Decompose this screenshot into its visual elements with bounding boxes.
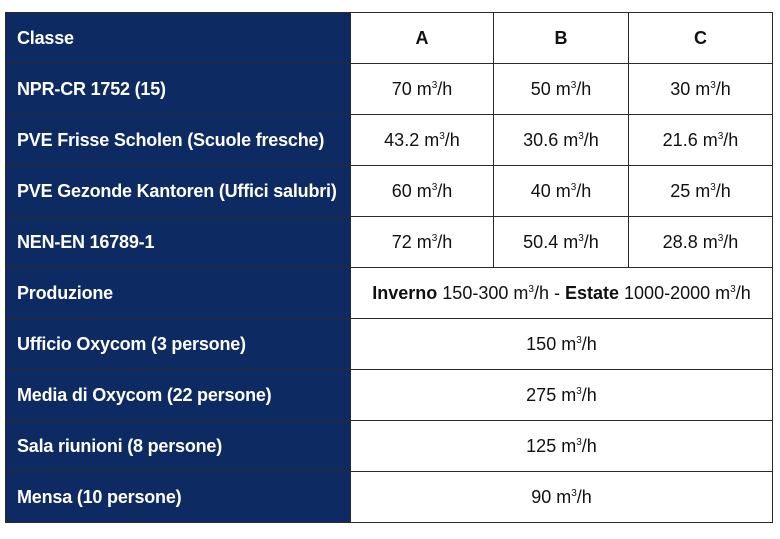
unit: $m^3/h$ [555,78,592,99]
unit: $m^3/h$ [563,129,599,150]
value-number: 43.2 [384,129,420,150]
unit: $m^3/h$ [695,78,731,99]
value-number: 150 [526,333,557,354]
unit: $m^3/h$ [715,282,751,303]
row-label: NPR-CR 1752 (15) [6,64,351,115]
unit: $m^3/h$ [561,333,597,354]
table-row [6,472,773,523]
cell-b [494,64,629,115]
value-number: 90 [531,486,552,507]
cell-value [351,319,773,370]
header-label: Classe [6,13,351,64]
value-number: 72 [391,231,412,252]
unit: $m^3/h$ [416,78,453,99]
cell-c [629,166,773,217]
unit: $m^3/h$ [702,129,739,150]
production-value: Inverno 150-300 $m^3/h$ - Estate 1000-2000 $m^3/h$ [351,268,773,319]
unit: $m^3/h$ [416,180,453,201]
unit: $m^3/h$ [556,486,592,507]
cell-a [351,64,494,115]
value-number: 28.8 [662,231,698,252]
value-number: 25 [670,180,691,201]
unit: $m^3/h$ [561,435,597,456]
cell-value [351,421,773,472]
unit: $m^3/h$ [555,180,592,201]
cell-b [494,217,629,268]
unit: $m^3/h$ [424,129,460,150]
value-number: 21.6 [662,129,698,150]
unit: $m^3/h$ [702,231,739,252]
row-label: Produzione [6,268,351,319]
value-number: 60 [391,180,412,201]
table-row [6,421,773,472]
unit: $m^3/h$ [416,231,453,252]
unit: $m^3/h$ [513,282,549,303]
row-label: Media di Oxycom (22 persone) [6,370,351,421]
row-label: PVE Gezonde Kantoren (Uffici salubri) [6,166,351,217]
header-col-b: B [494,13,629,64]
cell-c [629,64,773,115]
value-number: 40 [530,180,551,201]
value-number: 275 [526,384,557,405]
cell-a [351,166,494,217]
unit: $m^3/h$ [561,384,597,405]
row-label: PVE Frisse Scholen (Scuole fresche) [6,115,351,166]
cell-b [494,166,629,217]
cell-value [351,370,773,421]
value-number: 50.4 [523,231,559,252]
row-label: Mensa (10 persone) [6,472,351,523]
table-header-row [6,13,773,64]
value-number: 30.6 [523,129,559,150]
cell-a [351,115,494,166]
row-label: NEN-EN 16789-1 [6,217,351,268]
cell-value [351,472,773,523]
ventilation-table [5,12,773,523]
value-number: 30 [670,78,691,99]
table-row [6,166,773,217]
cell-a [351,217,494,268]
table-row [6,64,773,115]
cell-c [629,115,773,166]
row-label: Sala riunioni (8 persone) [6,421,351,472]
header-col-a: A [351,13,494,64]
value-number: 50 [530,78,551,99]
value-number: 70 [391,78,412,99]
row-label: Ufficio Oxycom (3 persone) [6,319,351,370]
unit: $m^3/h$ [695,180,731,201]
header-col-c: C [629,13,773,64]
cell-c [629,217,773,268]
unit: $m^3/h$ [563,231,599,252]
cell-b [494,115,629,166]
table-row [6,370,773,421]
value-number: 125 [526,435,557,456]
table-row [6,217,773,268]
table-row-production [6,268,773,319]
table-row [6,319,773,370]
table-row [6,115,773,166]
